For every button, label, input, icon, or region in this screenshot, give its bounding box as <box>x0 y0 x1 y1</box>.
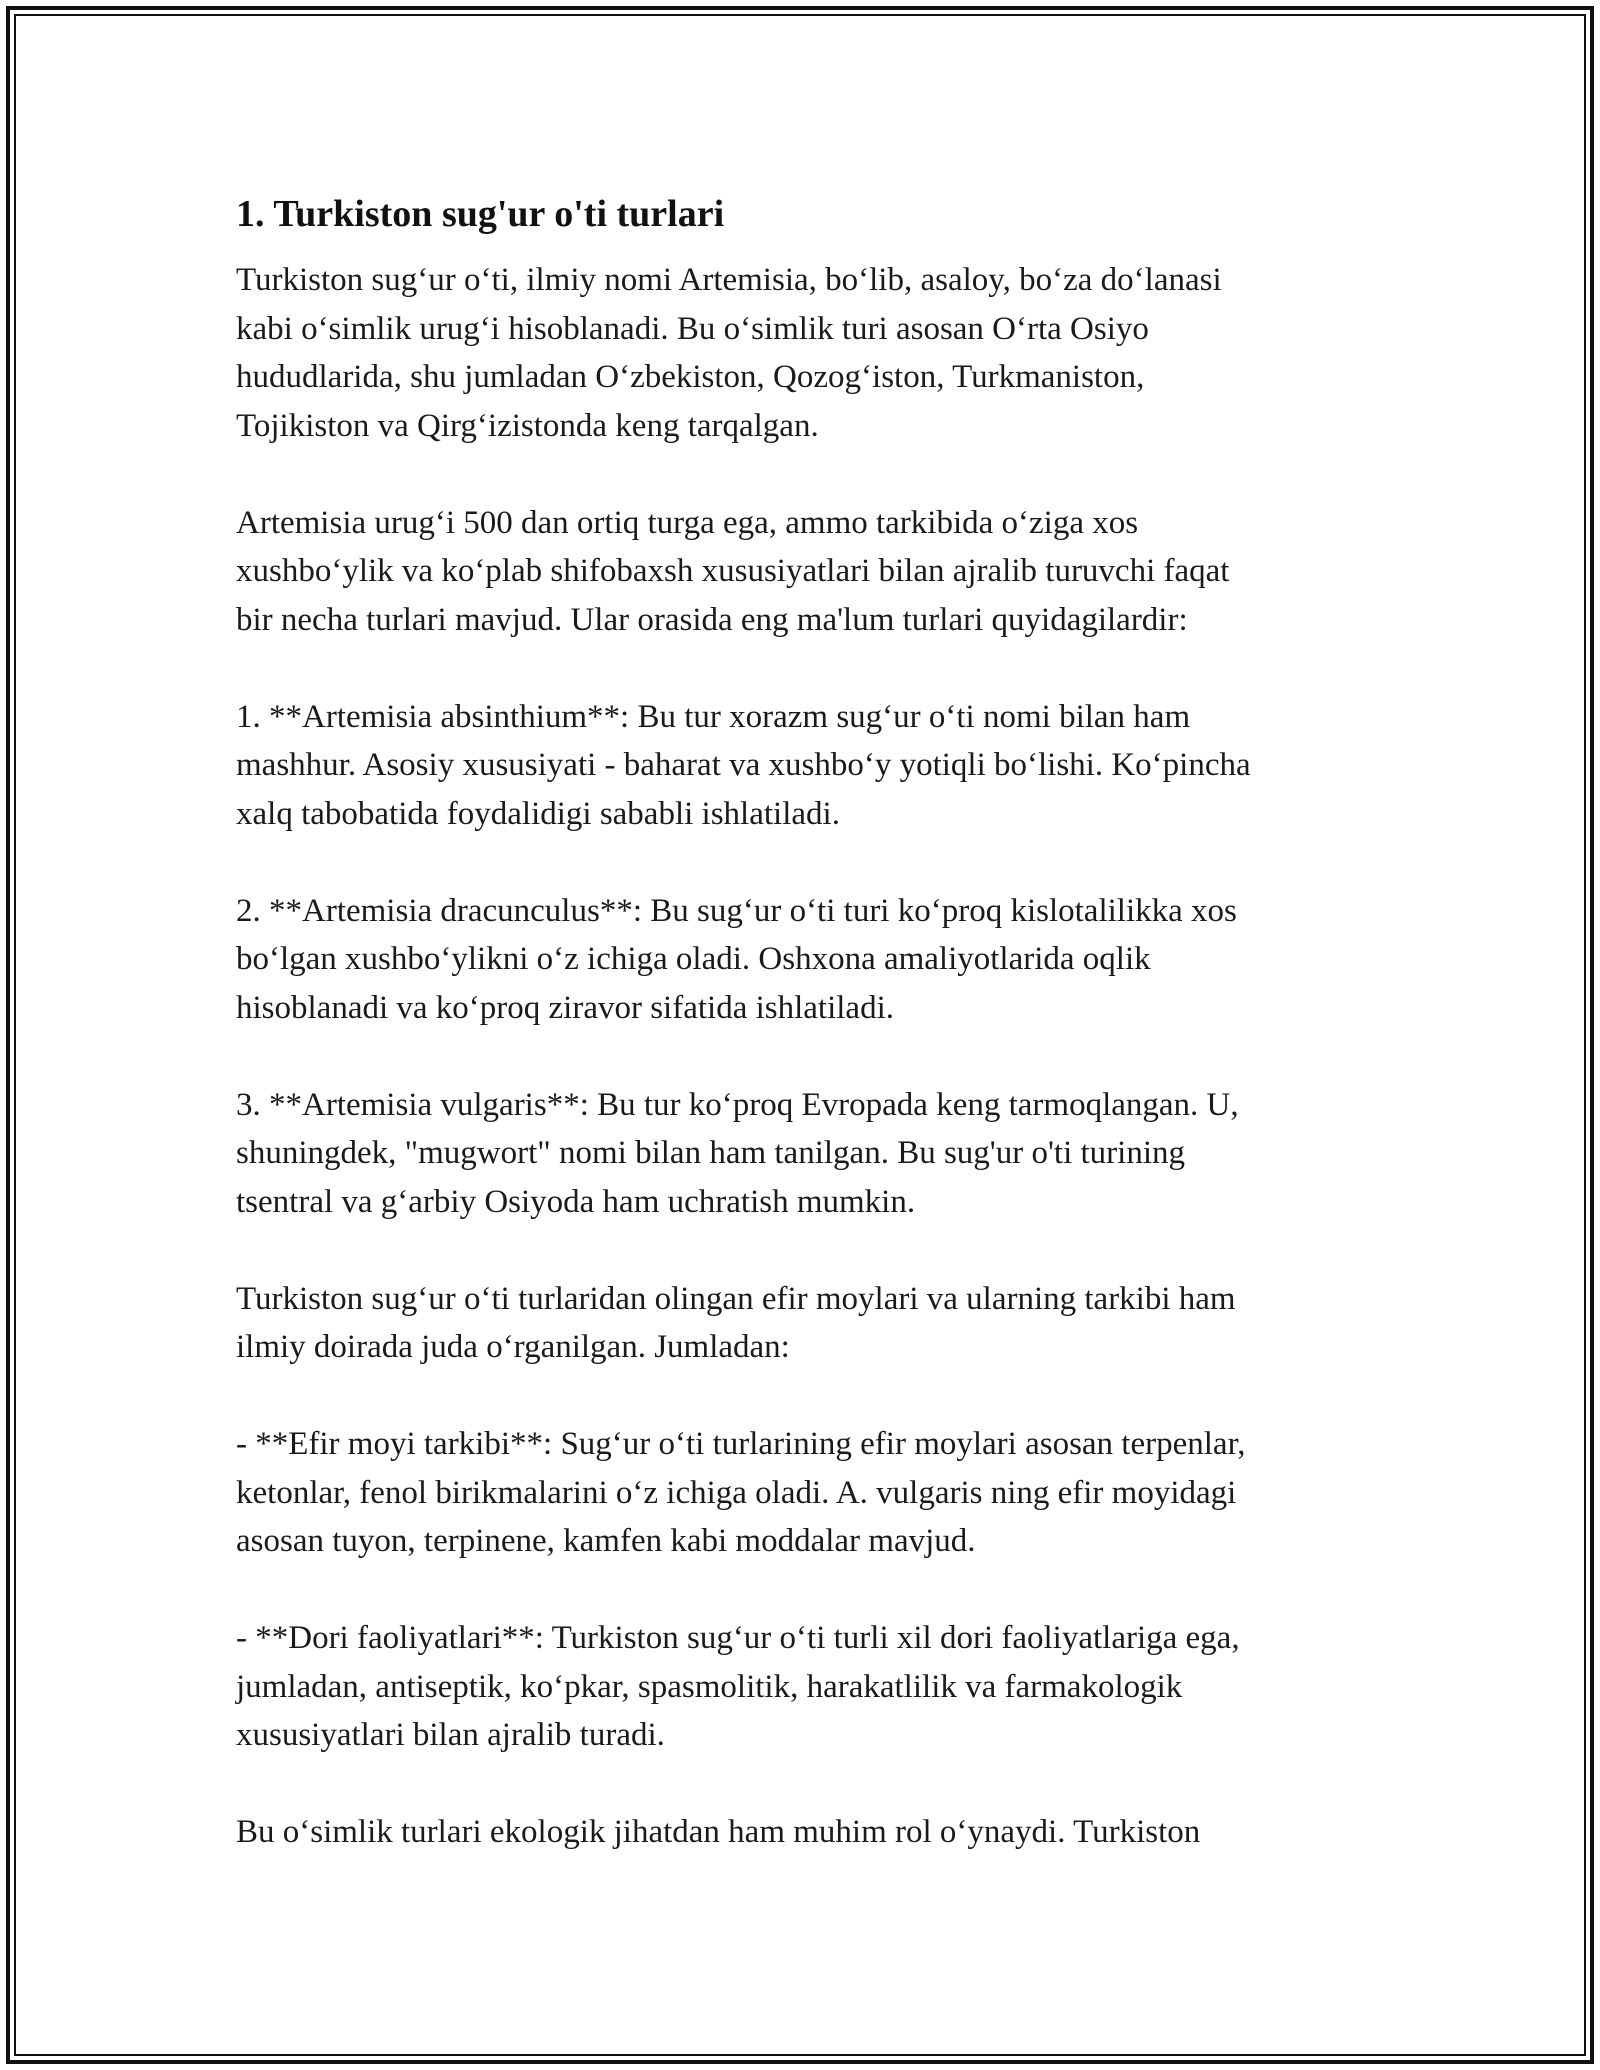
list-item-dracunculus: 2. **Artemisia dracunculus**: Bu sug‘ur o‘ti turi ko‘proq kislotalilikka xos bo‘lgan xushbo‘ylikni o‘z ichiga oladi. Oshxona amaliyotlarida oqlik hisoblanadi va ko‘proq ziravor sifatida ishlatiladi. <box>236 892 1237 1026</box>
paragraph-essential-oils: Turkiston sug‘ur o‘ti turlaridan olingan efir moylari va ularning tarkibi ham ilmiy doirada juda o‘rganilgan. Jumladan: <box>236 1280 1236 1365</box>
bullet-oil-composition: - **Efir moyi tarkibi**: Sug‘ur o‘ti turlarining efir moylari asosan terpenlar, ketonlar, fenol birikmalarini o‘z ichiga oladi. A. vulgaris ning efir moyidagi asosan tuyon, terpinene, kamfen kabi moddalar mavjud. <box>236 1426 1246 1559</box>
paragraph-ecology: Bu o‘simlik turlari ekologik jihatdan ham muhim rol o‘ynaydi. Turkiston <box>236 1814 1201 1850</box>
paragraph-intro: Turkiston sug‘ur o‘ti, ilmiy nomi Artemisia, bo‘lib, asaloy, bo‘za do‘lanasi kabi o‘simlik urug‘i hisoblanadi. Bu o‘simlik turi asosan O‘rta Osiyo hududlarida, shu jumladan O‘zbekiston, Qozog‘iston, Turkmaniston, Tojikiston va Qirg‘izistonda keng tarqalgan. <box>236 262 1222 444</box>
paragraph-species-overview: Artemisia urug‘i 500 dan ortiq turga ega, ammo tarkibida o‘ziga xos xushbo‘ylik va ko‘plab shifobaxsh xususiyatlari bilan ajralib turuvchi faqat bir necha turlari mavjud. Ular orasida eng ma'lum turlari quyidagilardir: <box>236 504 1230 638</box>
list-item-absinthium: 1. **Artemisia absinthium**: Bu tur xorazm sug‘ur o‘ti nomi bilan ham mashhur. Asosiy xususiyati - baharat va xushbo‘y yotiqli bo‘lishi. Ko‘pincha xalq tabobatida foydalidigi sababli ishlatiladi. <box>236 698 1251 832</box>
document-title: 1. Turkiston sug'ur o'ti turlari <box>236 193 725 235</box>
document-page <box>236 190 1386 1857</box>
bullet-medicinal-activity: - **Dori faoliyatlari**: Turkiston sug‘ur o‘ti turli xil dori faoliyatlariga ega, jumladan, antiseptik, ko‘pkar, spasmolitik, harakatlilik va farmakologik xususiyatlari bilan ajralib turadi. <box>236 1620 1240 1753</box>
list-item-vulgaris: 3. **Artemisia vulgaris**: Bu tur ko‘proq Evropada keng tarmoqlangan. U, shuningdek, "mugwort" nomi bilan ham tanilgan. Bu sug'ur o'ti turining tsentral va g‘arbiy Osiyoda ham uchratish mumkin. <box>236 1086 1239 1220</box>
